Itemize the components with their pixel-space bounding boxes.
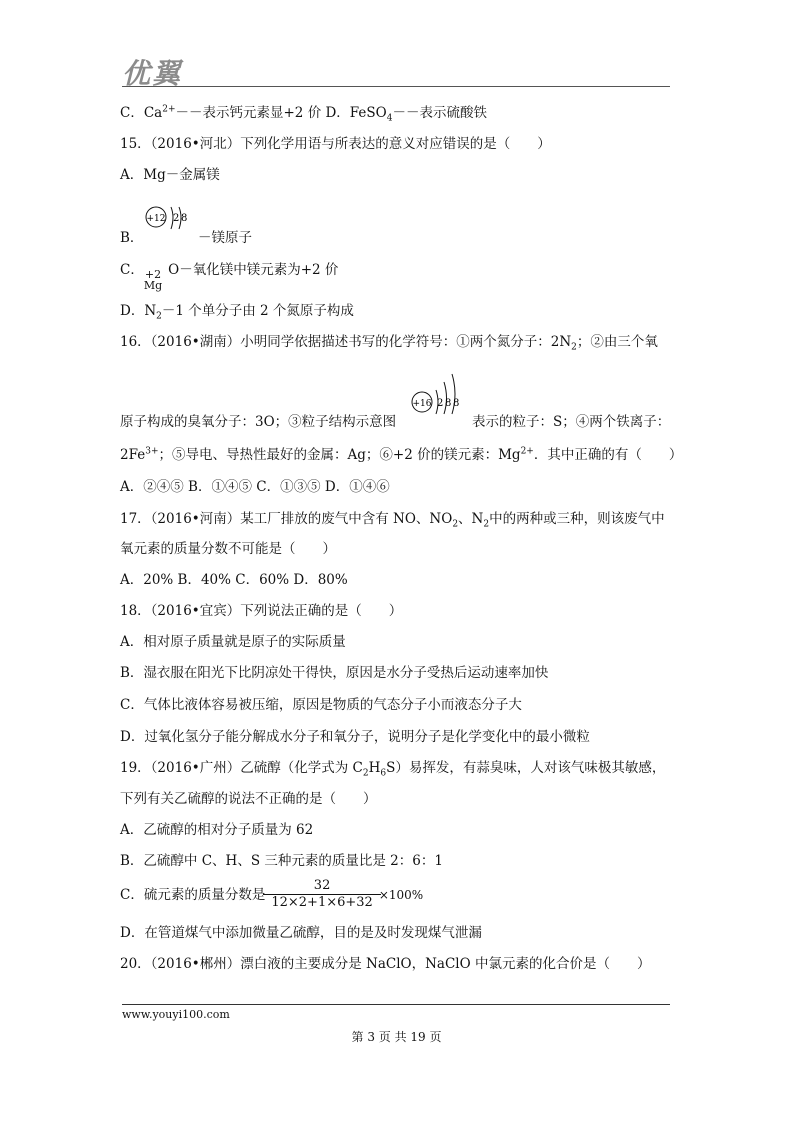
q17-options: A．20% B．40% C．60% D．80% <box>120 572 348 588</box>
sulfur-particle-diagram <box>408 368 468 418</box>
shell2-electrons: 8 <box>445 398 452 409</box>
shell1-electrons: 2 <box>173 213 180 224</box>
q15-option-a: A．Mg－金属镁 <box>120 167 220 183</box>
shell3-electrons: 8 <box>453 398 460 409</box>
page-number: 第 3 页 共 19 页 <box>351 1030 442 1044</box>
magnesium-atom-diagram <box>144 203 194 243</box>
q15-option-c: C． +2 Mg O－氧化镁中镁元素为+2 价 <box>120 262 339 292</box>
q17-stem-line2: 氧元素的质量分数不可能是（ ） <box>120 541 336 557</box>
nucleus-label: +12 <box>146 214 166 224</box>
footer-url[interactable]: www.youyi100.com <box>122 1008 230 1021</box>
q16-options: A．②④⑤ B．①④⑤ C．①③⑤ D．①④⑥ <box>120 479 390 495</box>
q14-option-cd: C．$Ca^{2+}--$表示钙元素显+2 价 D．FeSO$_4$－－表示硫酸铁 <box>120 104 487 124</box>
q19-option-c: C．硫元素的质量分数是 $\frac{32}{12\times 2+1\times 6+32}$ ×100% <box>120 878 424 910</box>
shell1-electrons: 2 <box>437 398 444 409</box>
q19-option-b: B．乙硫醇中 C、H、S 三种元素的质量比是 2：6：1 <box>120 853 443 869</box>
q19-stem-line1: 19．（2016•广州）乙硫醇（化学式为 $C_2H_6S$）易挥发，有蒜臭味，人对该气味极其敏感， <box>120 760 666 779</box>
q15-option-d: D．$N_2-1$ 个单分子由 2 个氮原子构成 <box>120 303 354 322</box>
q19-option-d: D．在管道煤气中添加微量乙硫醇，目的是及时发现煤气泄漏 <box>120 925 482 941</box>
q18-option-a: A．相对原子质量就是原子的实际质量 <box>120 634 346 650</box>
q17-stem-line1: 17．（2016•河南）某工厂排放的废气中含有 NO、$NO_2$、$N_2$中的两种或三种，则该废气中 <box>120 511 665 530</box>
q16-stem-line1: 16．（2016•湖南）小明同学依据描述书写的化学符号：①两个氮分子：$2N_2$；②由三个氧 <box>120 334 658 353</box>
q15-stem: 15．（2016•河北）下列化学用语与所表达的意义对应错误的是（ ） <box>120 136 551 152</box>
logo: 优翼 <box>122 57 183 90</box>
nucleus-label: +16 <box>412 399 432 409</box>
q18-stem: 18．（2016•宜宾）下列说法正确的是（ ） <box>120 603 403 619</box>
q20-stem: 20．（2016•郴州）漂白液的主要成分是 NaClO，NaClO 中氯元素的化合价是（ ） <box>120 956 651 972</box>
header-rule <box>122 86 670 87</box>
q18-option-d: D．过氧化氢分子能分解成水分子和氧分子，说明分子是化学变化中的最小微粒 <box>120 729 590 745</box>
mass-fraction-formula: $\frac{32}{12\times 2+1\times 6+32}$ <box>267 878 376 911</box>
footer-rule <box>122 1004 670 1005</box>
q19-stem-line2: 下列有关乙硫醇的说法不正确的是（ ） <box>120 791 377 807</box>
q18-option-b: B．湿衣服在阳光下比阴凉处干得快，原因是水分子受热后运动速率加快 <box>120 665 549 681</box>
q16-stem-line2: 原子构成的臭氧分子：3O；③粒子结构示意图 +16 2 8 8 表示的粒子：S；④两个铁离子： <box>120 368 680 428</box>
q16-stem-line3: $2Fe^{3+}$；⑤导电、导热性最好的金属：Ag；⑥+2 价的镁元素：$Mg^{2+}$．其中正确的有（ ） <box>120 446 683 463</box>
shell2-electrons: 8 <box>181 213 188 224</box>
q19-option-a: A．乙硫醇的相对分子质量为 62 <box>120 822 314 838</box>
q18-option-c: C．气体比液体容易被压缩，原因是物质的气态分子小而液态分子大 <box>120 697 522 713</box>
